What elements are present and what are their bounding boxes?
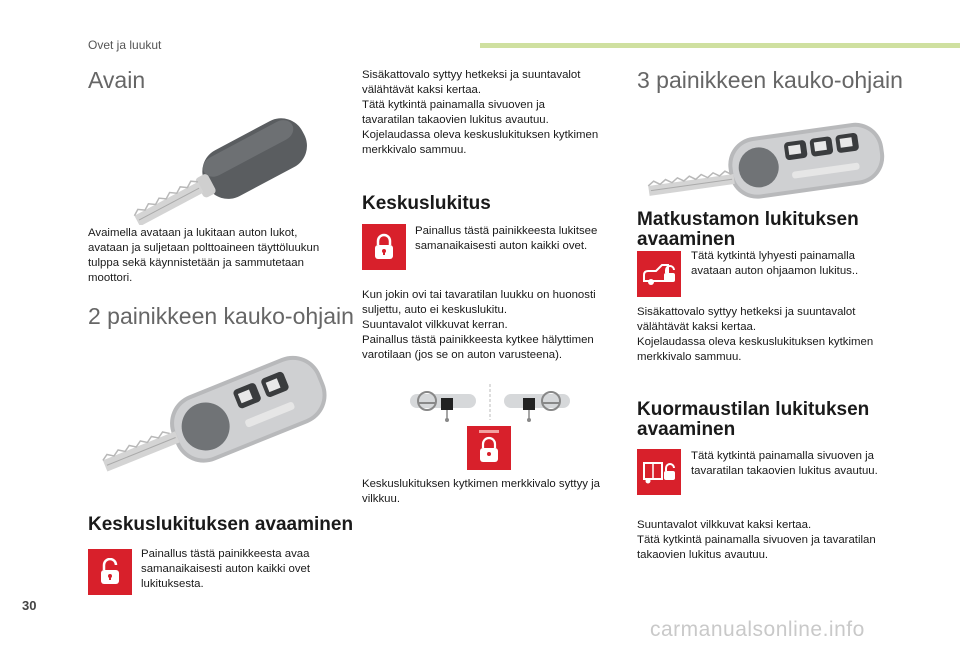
cab-unlock-text: Tätä kytkintä lyhyesti painamalla avataan auton ohjaamon lukitus.. <box>691 250 859 278</box>
title-cargo-unlock: Kuormaustilan lukituksen avaaminen <box>637 399 870 440</box>
two-button-remote-illustration <box>92 345 332 510</box>
col3-p1: Sisäkattovalo syttyy hetkeksi ja suuntavalot välähtävät kaksi kertaa. <box>637 306 856 334</box>
key-intro-text: Avaimella avataan ja lukitaan auton lukot, avataan ja suljetaan polttoaineen täyttöluukun tulppa sekä käynnistetään ja sammutetaan moottori. <box>88 227 320 285</box>
col2-p3: Kojelaudassa oleva keskuslukituksen kytkimen merkkivalo sammuu. <box>362 129 599 157</box>
cargo-unlock-icon <box>637 449 681 495</box>
col3-p4: Tätä kytkintä painamalla sivuoven ja tavaratilan takaovien lukitus avautuu. <box>637 534 876 562</box>
title-central-lock: Keskuslukitus <box>362 193 491 214</box>
cargo-unlock-text: Tätä kytkintä painamalla sivuoven ja tavaratilan takaovien lukitus avautuu. <box>691 450 878 478</box>
col2-p4: Kun jokin ovi tai tavaratilan luukku on huonosti suljettu, auto ei keskuslukitu. <box>362 289 596 317</box>
col2-p1: Sisäkattovalo syttyy hetkeksi ja suuntavalot välähtävät kaksi kertaa. <box>362 69 581 97</box>
dashboard-switch-illustration <box>405 380 575 475</box>
three-button-remote-illustration <box>640 120 890 205</box>
key-illustration <box>112 100 317 225</box>
col3-cab-details <box>637 305 877 365</box>
col2-intro-text <box>362 68 600 158</box>
page-number: 30 <box>22 598 37 613</box>
title-avain: Avain <box>88 67 146 93</box>
section-header: Ovet ja luukut <box>88 38 162 52</box>
header-accent-bar <box>480 43 960 48</box>
title-cab-unlock: Matkustamon lukituksen avaaminen <box>637 209 859 250</box>
padlock-open-icon <box>88 549 132 595</box>
col2-p2: Tätä kytkintä painamalla sivuoven ja tavaratilan takaovien lukitus avautuu. <box>362 99 549 127</box>
title-2-button-remote: 2 painikkeen kauko-ohjain <box>88 303 354 329</box>
padlock-closed-icon <box>362 224 406 270</box>
title-central-unlock: Keskuslukituksen avaaminen <box>88 514 354 535</box>
title-3-button-remote: 3 painikkeen kauko-ohjain <box>637 67 903 93</box>
col3-p3: Suuntavalot vilkkuvat kaksi kertaa. <box>637 519 812 531</box>
col3-cargo-details <box>637 518 877 563</box>
central-lock-text: Painallus tästä painikkeesta lukitsee samanaikaisesti auton kaikki ovet. <box>415 225 598 253</box>
col2-lock-details <box>362 288 600 363</box>
col2-p6: Painallus tästä painikkeesta kytkee hälyttimen varotilaan (jos se on auton varusteena). <box>362 334 594 362</box>
watermark: carmanualsonline.info <box>650 618 865 641</box>
col3-p2: Kojelaudassa oleva keskuslukituksen kytkimen merkkivalo sammuu. <box>637 336 874 364</box>
central-unlock-text: Painallus tästä painikkeesta avaa samanaikaisesti auton kaikki ovet lukituksesta. <box>141 548 311 591</box>
cab-unlock-icon <box>637 251 681 297</box>
col2-p7: Keskuslukituksen kytkimen merkkivalo syttyy ja vilkkuu. <box>362 478 601 506</box>
col2-p5: Suuntavalot vilkkuvat kerran. <box>362 319 508 332</box>
